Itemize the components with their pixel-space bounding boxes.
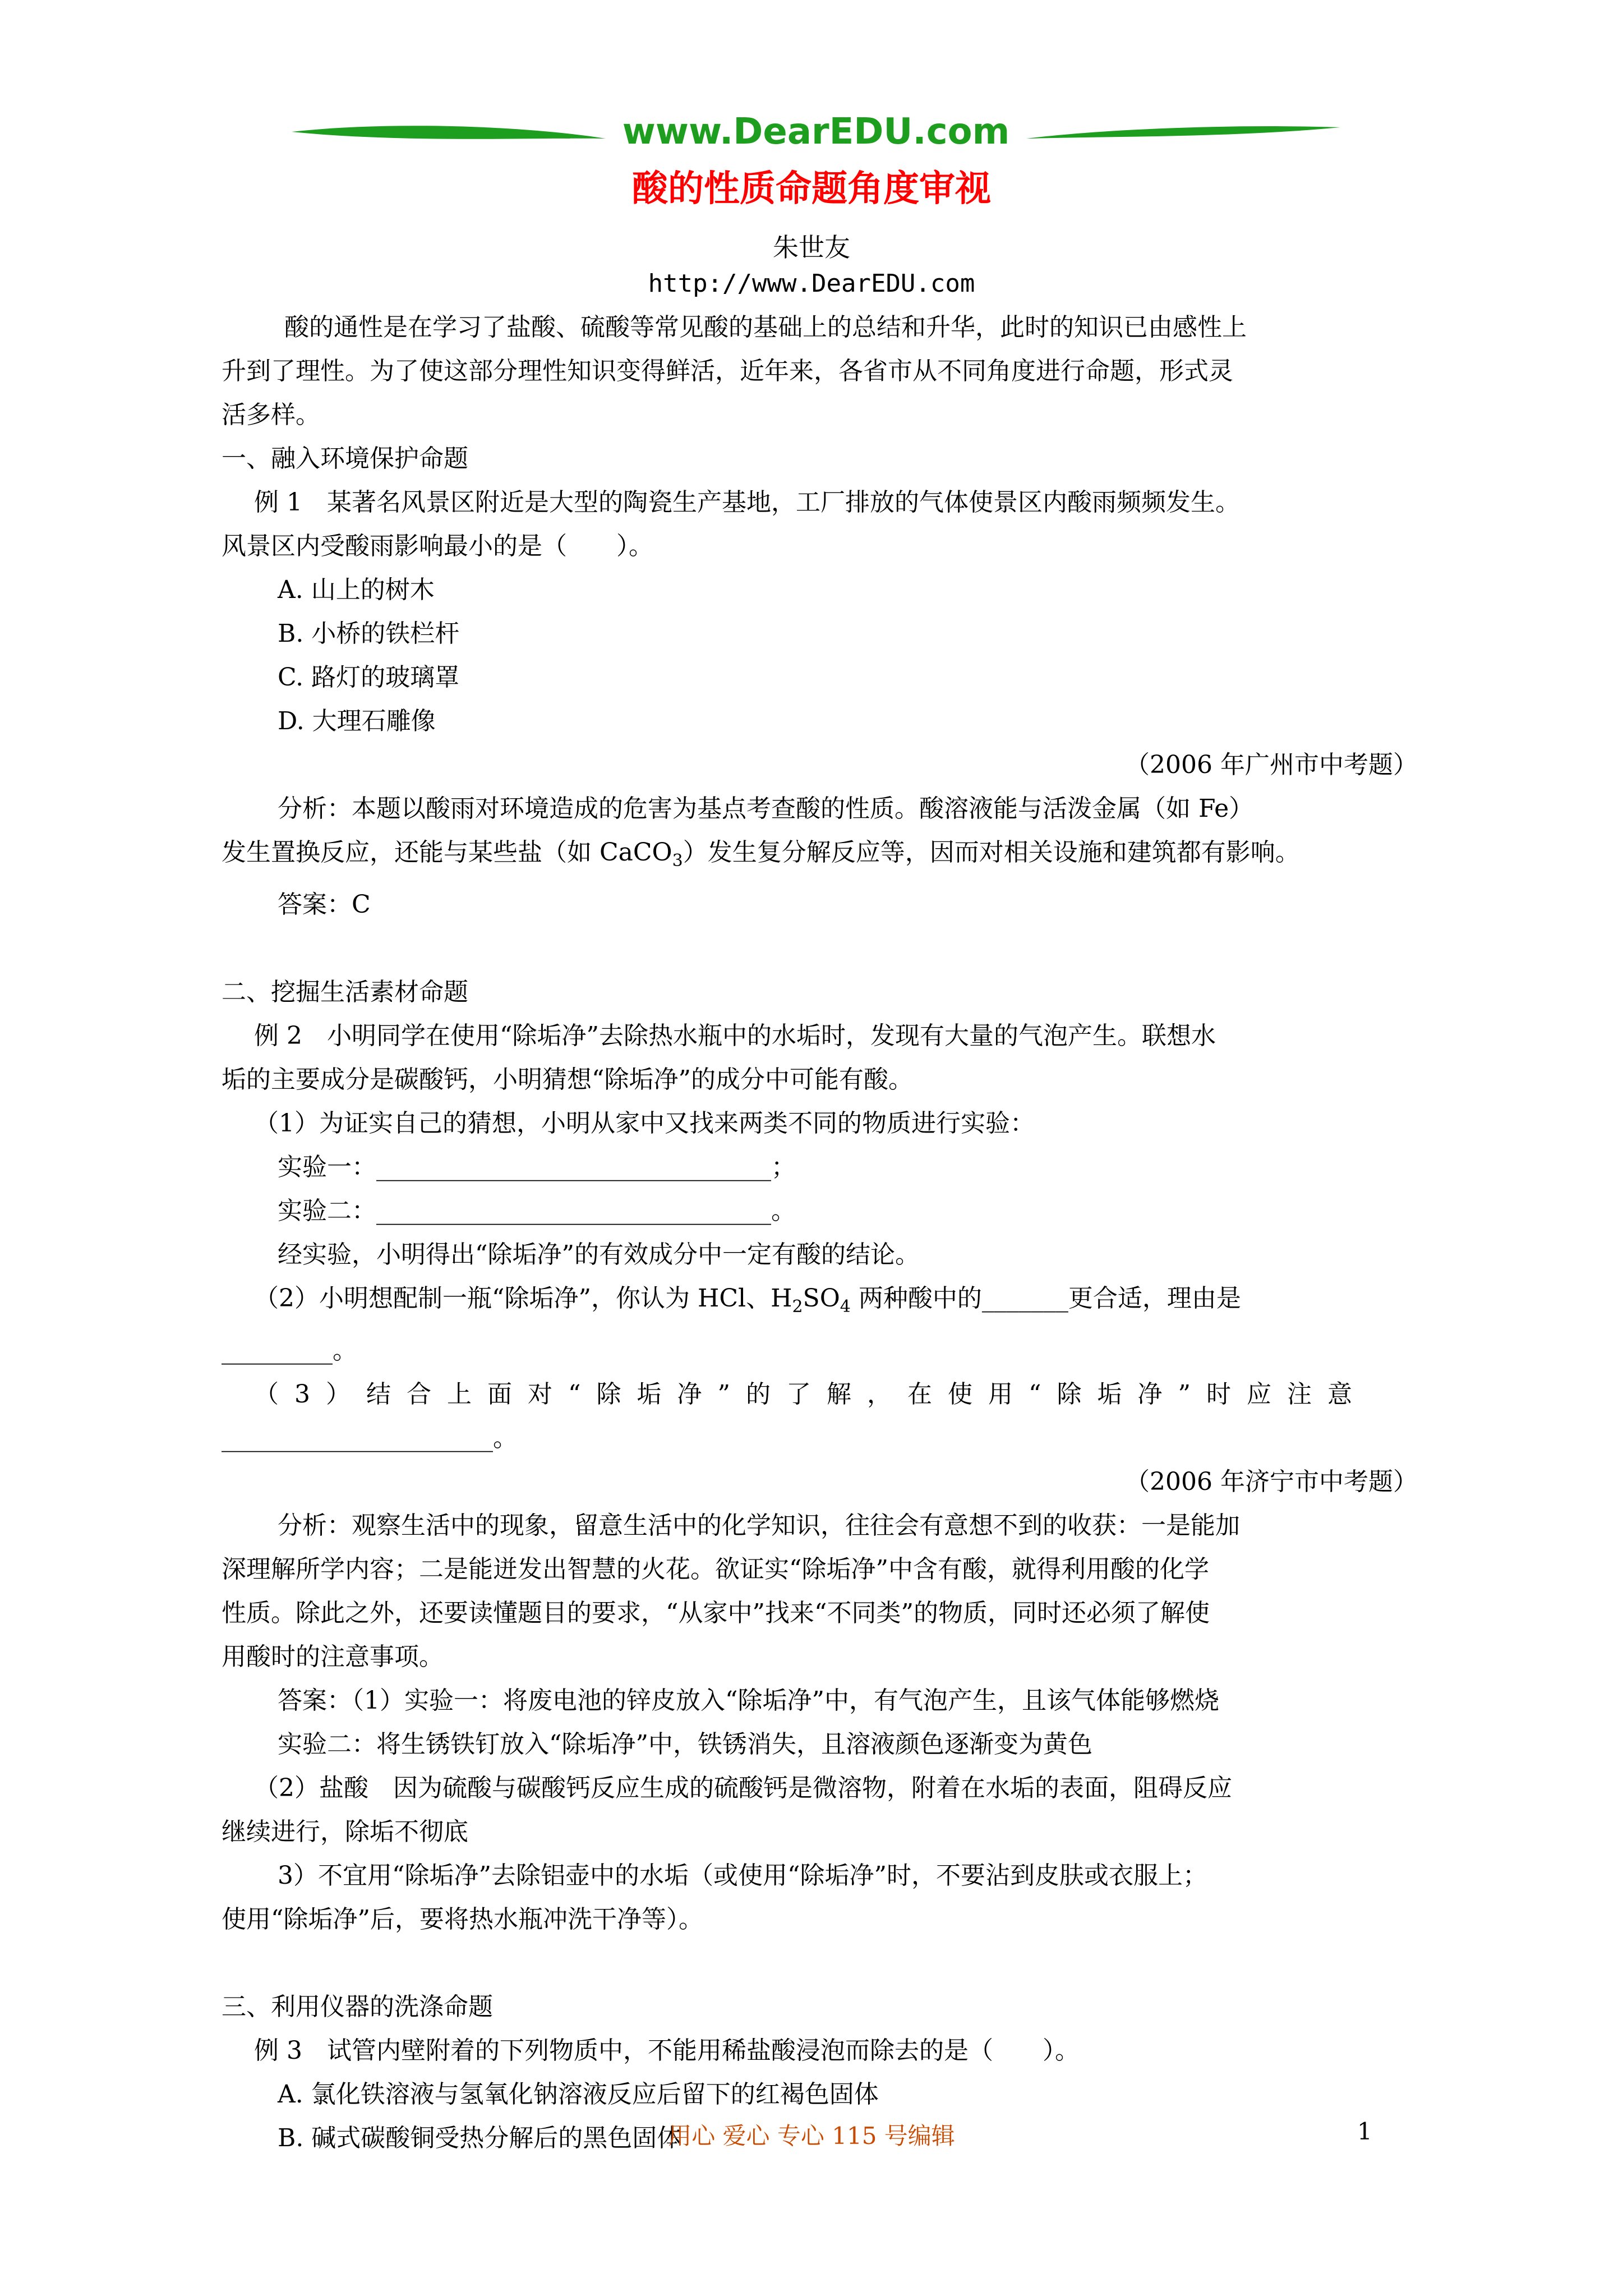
section-heading: 二、挖掘生活素材命题: [222, 977, 468, 1006]
spacer: [222, 927, 1424, 970]
experiment-blank: 实验一：________________________________；: [278, 1152, 796, 1181]
analysis-line: 深理解所学内容；二是能迸发出智慧的火花。欲证实“除垢净”中含有酸，就得利用酸的化学: [222, 1554, 1209, 1584]
page-number: 1: [1357, 2118, 1372, 2145]
analysis-line: [222, 831, 1424, 883]
footer-text: 用心 爱心 专心 115 号编辑: [668, 2122, 955, 2150]
experiment-blank: 实验二：________________________________。: [278, 1196, 796, 1225]
analysis-line: 分析：本题以酸雨对环境造成的危害为基点考查酸的性质。酸溶液能与活泼金属（如 Fe）: [278, 794, 1254, 823]
subscript: 2: [792, 1296, 803, 1317]
answer-line: 3）不宜用“除垢净”去除铝壶中的水垢（或使用“除垢净”时，不要沾到皮肤或衣服上；: [278, 1861, 1207, 1890]
author: 朱世友: [773, 232, 850, 263]
sub-question: （1）为证实自己的猜想，小明从家中又找来两类不同的物质进行实验：: [254, 1108, 1035, 1138]
sub-question: （3）结合上面对“除垢净”的了解，在使用“除垢净”时应注意: [254, 1379, 1368, 1409]
answer-line: （2）盐酸 因为硫酸与碳酸钙反应生成的硫酸钙是微溶物，附着在水垢的表面，阻碍反应: [254, 1773, 1232, 1802]
option-c: C. 路灯的玻璃罩: [278, 663, 460, 692]
sub-question: [222, 1277, 1424, 1329]
site-logo-text: www.DearEDU.com: [622, 111, 1010, 153]
question-source: （2006 年广州市中考题）: [1125, 751, 1418, 779]
conclusion: 经实验，小明得出“除垢净”的有效成分中一定有酸的结论。: [278, 1240, 920, 1269]
analysis-line: 分析：观察生活中的现象，留意生活中的化学知识，往往会有意想不到的收获：一是能加: [278, 1511, 1240, 1540]
sub-question: ______________________。: [222, 1423, 518, 1452]
intro-line: 酸的通性是在学习了盐酸、硫酸等常见酸的基础上的总结和升华，此时的知识已由感性上: [284, 313, 1247, 342]
sub-question: _________。: [222, 1336, 357, 1365]
option-a: A. 氯化铁溶液与氢氧化钠溶液反应后留下的红褐色固体: [278, 2079, 879, 2109]
subscript: 3: [672, 850, 683, 871]
option-d: D. 大理石雕像: [278, 707, 436, 735]
section-heading: 一、融入环境保护命题: [222, 444, 468, 473]
sub-question-text: SO: [803, 1283, 840, 1313]
answer-line: 使用“除垢净”后，要将热水瓶冲洗干净等）。: [222, 1904, 703, 1934]
sub-question-text: 两种酸中的_______更合适，理由是: [850, 1283, 1241, 1313]
question-line: 风景区内受酸雨影响最小的是（ ）。: [222, 532, 653, 560]
answer-line: 答案：（1）实验一：将废电池的锌皮放入“除垢净”中，有气泡产生，且该气体能够燃烧: [278, 1686, 1219, 1715]
spacer: [222, 1941, 1424, 1985]
document-body: [222, 306, 1424, 2160]
intro-line: 升到了理性。为了使这部分理性知识变得鲜活，近年来，各省市从不同角度进行命题，形式灵: [222, 357, 1233, 385]
answer-line: 实验二：将生锈铁钉放入“除垢净”中，铁锈消失，且溶液颜色逐渐变为黄色: [278, 1729, 1092, 1759]
question-line: 例 3 试管内壁附着的下列物质中，不能用稀盐酸浸泡而除去的是（ ）。: [254, 2036, 1080, 2065]
intro-line: 活多样。: [222, 401, 320, 429]
question-source: （2006 年济宁市中考题）: [1125, 1467, 1418, 1496]
option-b: B. 小桥的铁栏杆: [278, 619, 460, 648]
question-line: 例 1 某著名风景区附近是大型的陶瓷生产基地，工厂排放的气体使景区内酸雨频频发生。: [254, 488, 1240, 517]
option-a: A. 山上的树木: [278, 576, 435, 604]
document-title: 酸的性质命题角度审视: [632, 168, 991, 210]
question-line: 垢的主要成分是碳酸钙，小明猜想“除垢净”的成分中可能有酸。: [222, 1065, 913, 1094]
question-line: 例 2 小明同学在使用“除垢净”去除热水瓶中的水垢时，发现有大量的气泡产生。联想水: [254, 1021, 1216, 1050]
sub-question-text: （2）小明想配制一瓶“除垢净”，你认为 HCl、H: [254, 1283, 792, 1313]
header-banner: [292, 104, 1340, 160]
analysis-line: 用酸时的注意事项。: [222, 1642, 444, 1671]
section-heading: 三、利用仪器的洗涤命题: [222, 1992, 493, 2021]
analysis-line: 性质。除此之外，还要读懂题目的要求，“从家中”找来“不同类”的物质，同时还必须了解使: [222, 1598, 1210, 1627]
analysis-text: 发生置换反应，还能与某些盐（如 CaCO: [222, 838, 672, 867]
answer: 答案：C: [278, 890, 371, 919]
option-b: B. 碱式碳酸铜受热分解后的黑色固体: [278, 2123, 682, 2152]
analysis-text: ）发生复分解反应等，因而对相关设施和建筑都有影响。: [683, 838, 1300, 867]
source-url: http://www.DearEDU.com: [648, 269, 975, 298]
subscript: 4: [840, 1296, 851, 1317]
answer-line: 继续进行，除垢不彻底: [222, 1817, 468, 1846]
